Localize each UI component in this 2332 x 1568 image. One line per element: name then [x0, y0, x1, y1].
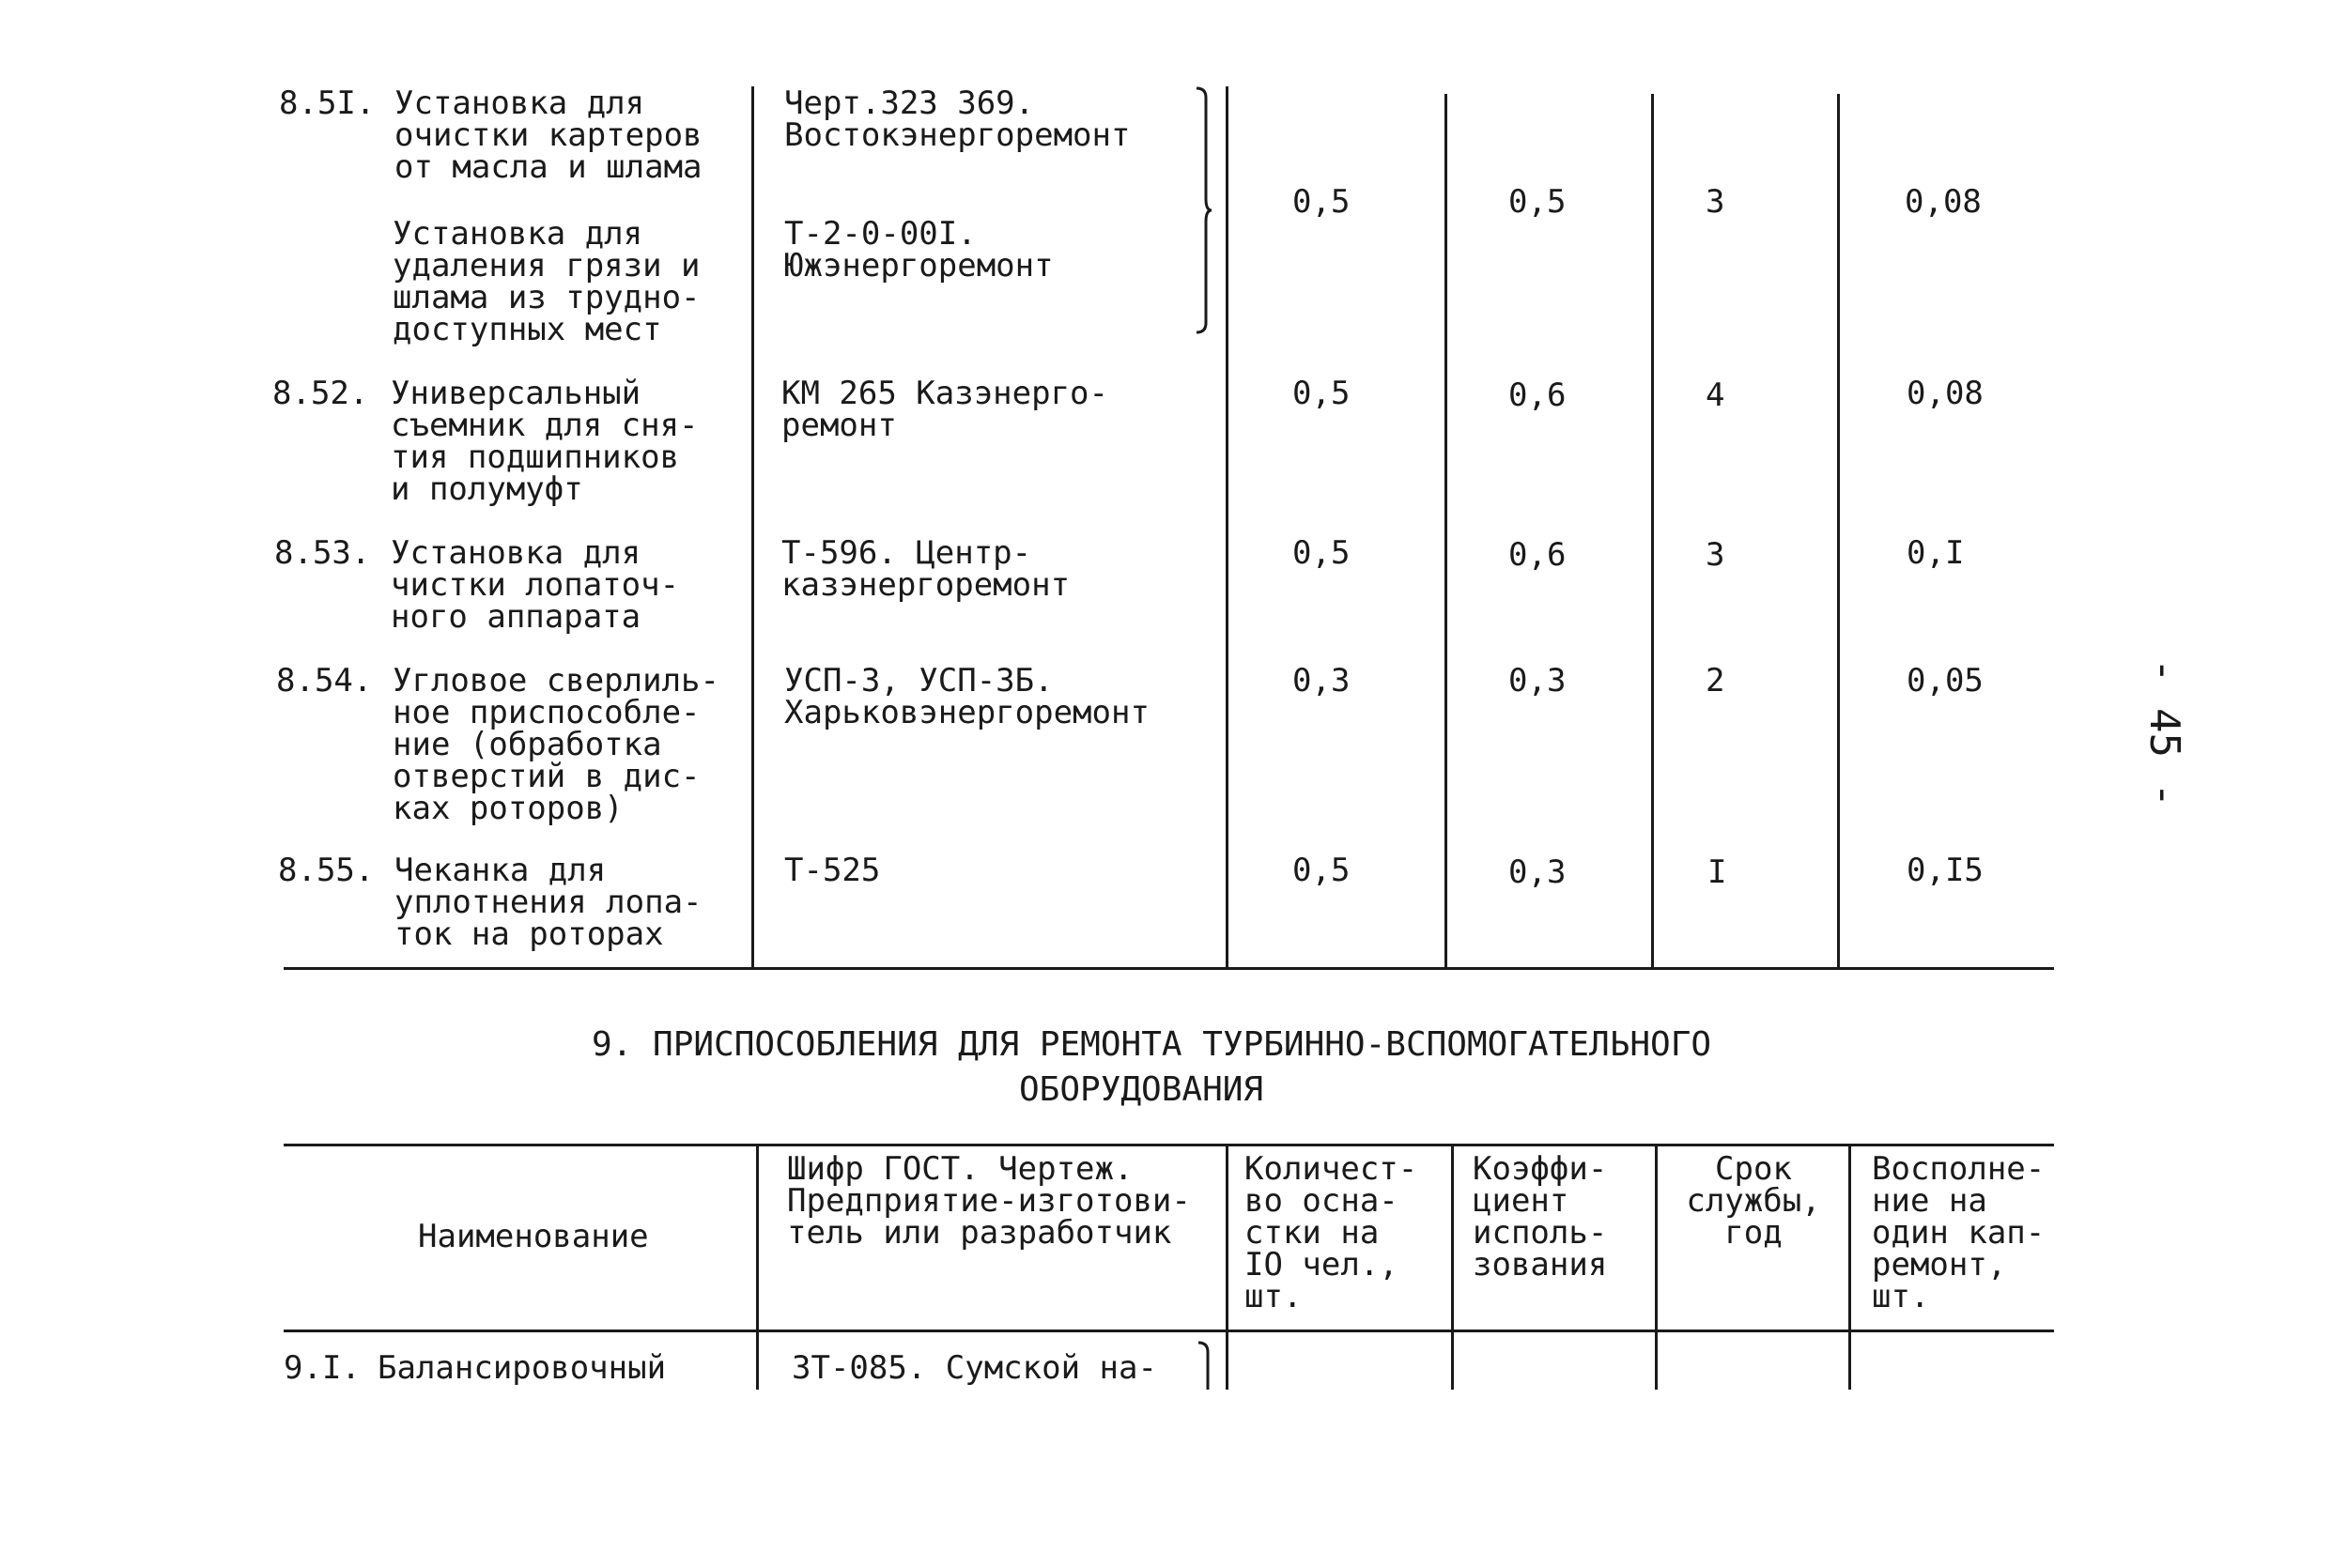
- row-qty: 0,5: [1292, 375, 1351, 412]
- row-code: КМ 265 Казэнерго- ремонт: [781, 375, 1108, 444]
- row-name: Установка для очистки картеров от масла и шлама: [394, 85, 703, 186]
- row-repl: 0,I: [1907, 534, 1965, 572]
- row-coef: 0,6: [1508, 377, 1567, 414]
- row-code: Черт.323 369. Востокэнергоремонт: [784, 85, 1131, 154]
- row-life: I: [1707, 853, 1727, 891]
- row-qty: 0,5: [1292, 534, 1351, 572]
- row-number: 8.5I.: [279, 85, 376, 122]
- col-divider-4: [1655, 1144, 1658, 1390]
- col-divider-5: [1848, 1144, 1851, 1390]
- col-divider-3: [1451, 1144, 1454, 1390]
- row-number: 8.55.: [278, 852, 375, 889]
- row-code: 3Т-085. Сумской на-: [792, 1349, 1157, 1387]
- col-divider-2: [1226, 1144, 1228, 1390]
- section-title-line2: ОБОРУДОВАНИЯ: [1019, 1070, 1264, 1109]
- header-repl: Восполне- ние на один кап- ремонт, шт.: [1872, 1150, 2046, 1315]
- row-number: 9.I.: [284, 1349, 361, 1387]
- row-coef: 0,5: [1508, 183, 1567, 221]
- header-top-rule: [284, 1144, 2054, 1146]
- col-divider-5: [1837, 94, 1840, 969]
- col-divider-4: [1651, 94, 1654, 969]
- row-number: 8.54.: [276, 662, 373, 699]
- brace-mark: [1193, 86, 1213, 335]
- col-divider-2: [1226, 86, 1228, 969]
- row-qty: 0,5: [1292, 852, 1351, 889]
- table-bottom-rule: [284, 967, 2054, 970]
- section-title-line1: 9. ПРИСПОСОБЛЕНИЯ ДЛЯ РЕМОНТА ТУРБИННО-ВСПОМОГАТЕЛЬНОГО: [592, 1025, 1712, 1064]
- header-bottom-rule: [284, 1330, 2054, 1332]
- row-code: Т-525: [784, 852, 881, 889]
- header-qty: Количест- во осна- стки на IO чел., шт.: [1244, 1150, 1418, 1315]
- row-repl: 0,05: [1907, 662, 1984, 699]
- row-life: 3: [1706, 183, 1725, 221]
- bracket-mark: [1195, 1341, 1215, 1391]
- row-number: 8.52.: [272, 375, 369, 412]
- row-repl: 0,I5: [1907, 852, 1984, 889]
- row-coef: 0,3: [1508, 662, 1567, 699]
- row-name: Универсальный съемник для сня- тия подшипников и полумуфт: [391, 375, 699, 508]
- row-coef: 0,3: [1508, 853, 1567, 891]
- header-code: Шифр ГОСТ. Чертеж. Предприятие-изготови- тель или разработчик: [787, 1150, 1191, 1252]
- row-life: 4: [1706, 377, 1725, 414]
- header-life: Срок службы, год: [1686, 1150, 1821, 1252]
- header-name: Наименование: [418, 1218, 649, 1255]
- row-repl: 0,08: [1907, 375, 1984, 412]
- row-number: 8.53.: [274, 534, 371, 572]
- row-code: Т-596. Центр- казэнергоремонт: [781, 534, 1071, 604]
- row-qty: 0,5: [1292, 183, 1351, 221]
- row-name-alt: Установка для удаления грязи и шлама из трудно- доступных мест: [393, 215, 701, 348]
- row-coef: 0,6: [1508, 536, 1567, 574]
- row-life: 2: [1706, 662, 1725, 699]
- row-code-alt: Т-2-0-00I. Южэнергоремонт: [784, 215, 1054, 284]
- col-divider-1: [756, 1144, 759, 1390]
- row-name: Угловое сверлиль- ное приспособле- ние (обработка отверстий в дис- ках роторов): [393, 662, 719, 827]
- row-name: Чеканка для уплотнения лопа- ток на роторах: [394, 852, 703, 953]
- row-name: Балансировочный: [378, 1349, 667, 1387]
- row-repl: 0,08: [1905, 183, 1982, 221]
- page-number: - 45 -: [2139, 658, 2188, 807]
- row-name: Установка для чистки лопаточ- ного аппарата: [391, 534, 680, 636]
- row-code: УСП-3, УСП-3Б. Харьковэнергоремонт: [784, 662, 1150, 731]
- row-qty: 0,3: [1292, 662, 1351, 699]
- col-divider-1: [751, 86, 754, 969]
- header-coef: Коэффи- циент исполь- зования: [1473, 1150, 1608, 1284]
- col-divider-3: [1444, 94, 1447, 969]
- row-life: 3: [1706, 536, 1725, 574]
